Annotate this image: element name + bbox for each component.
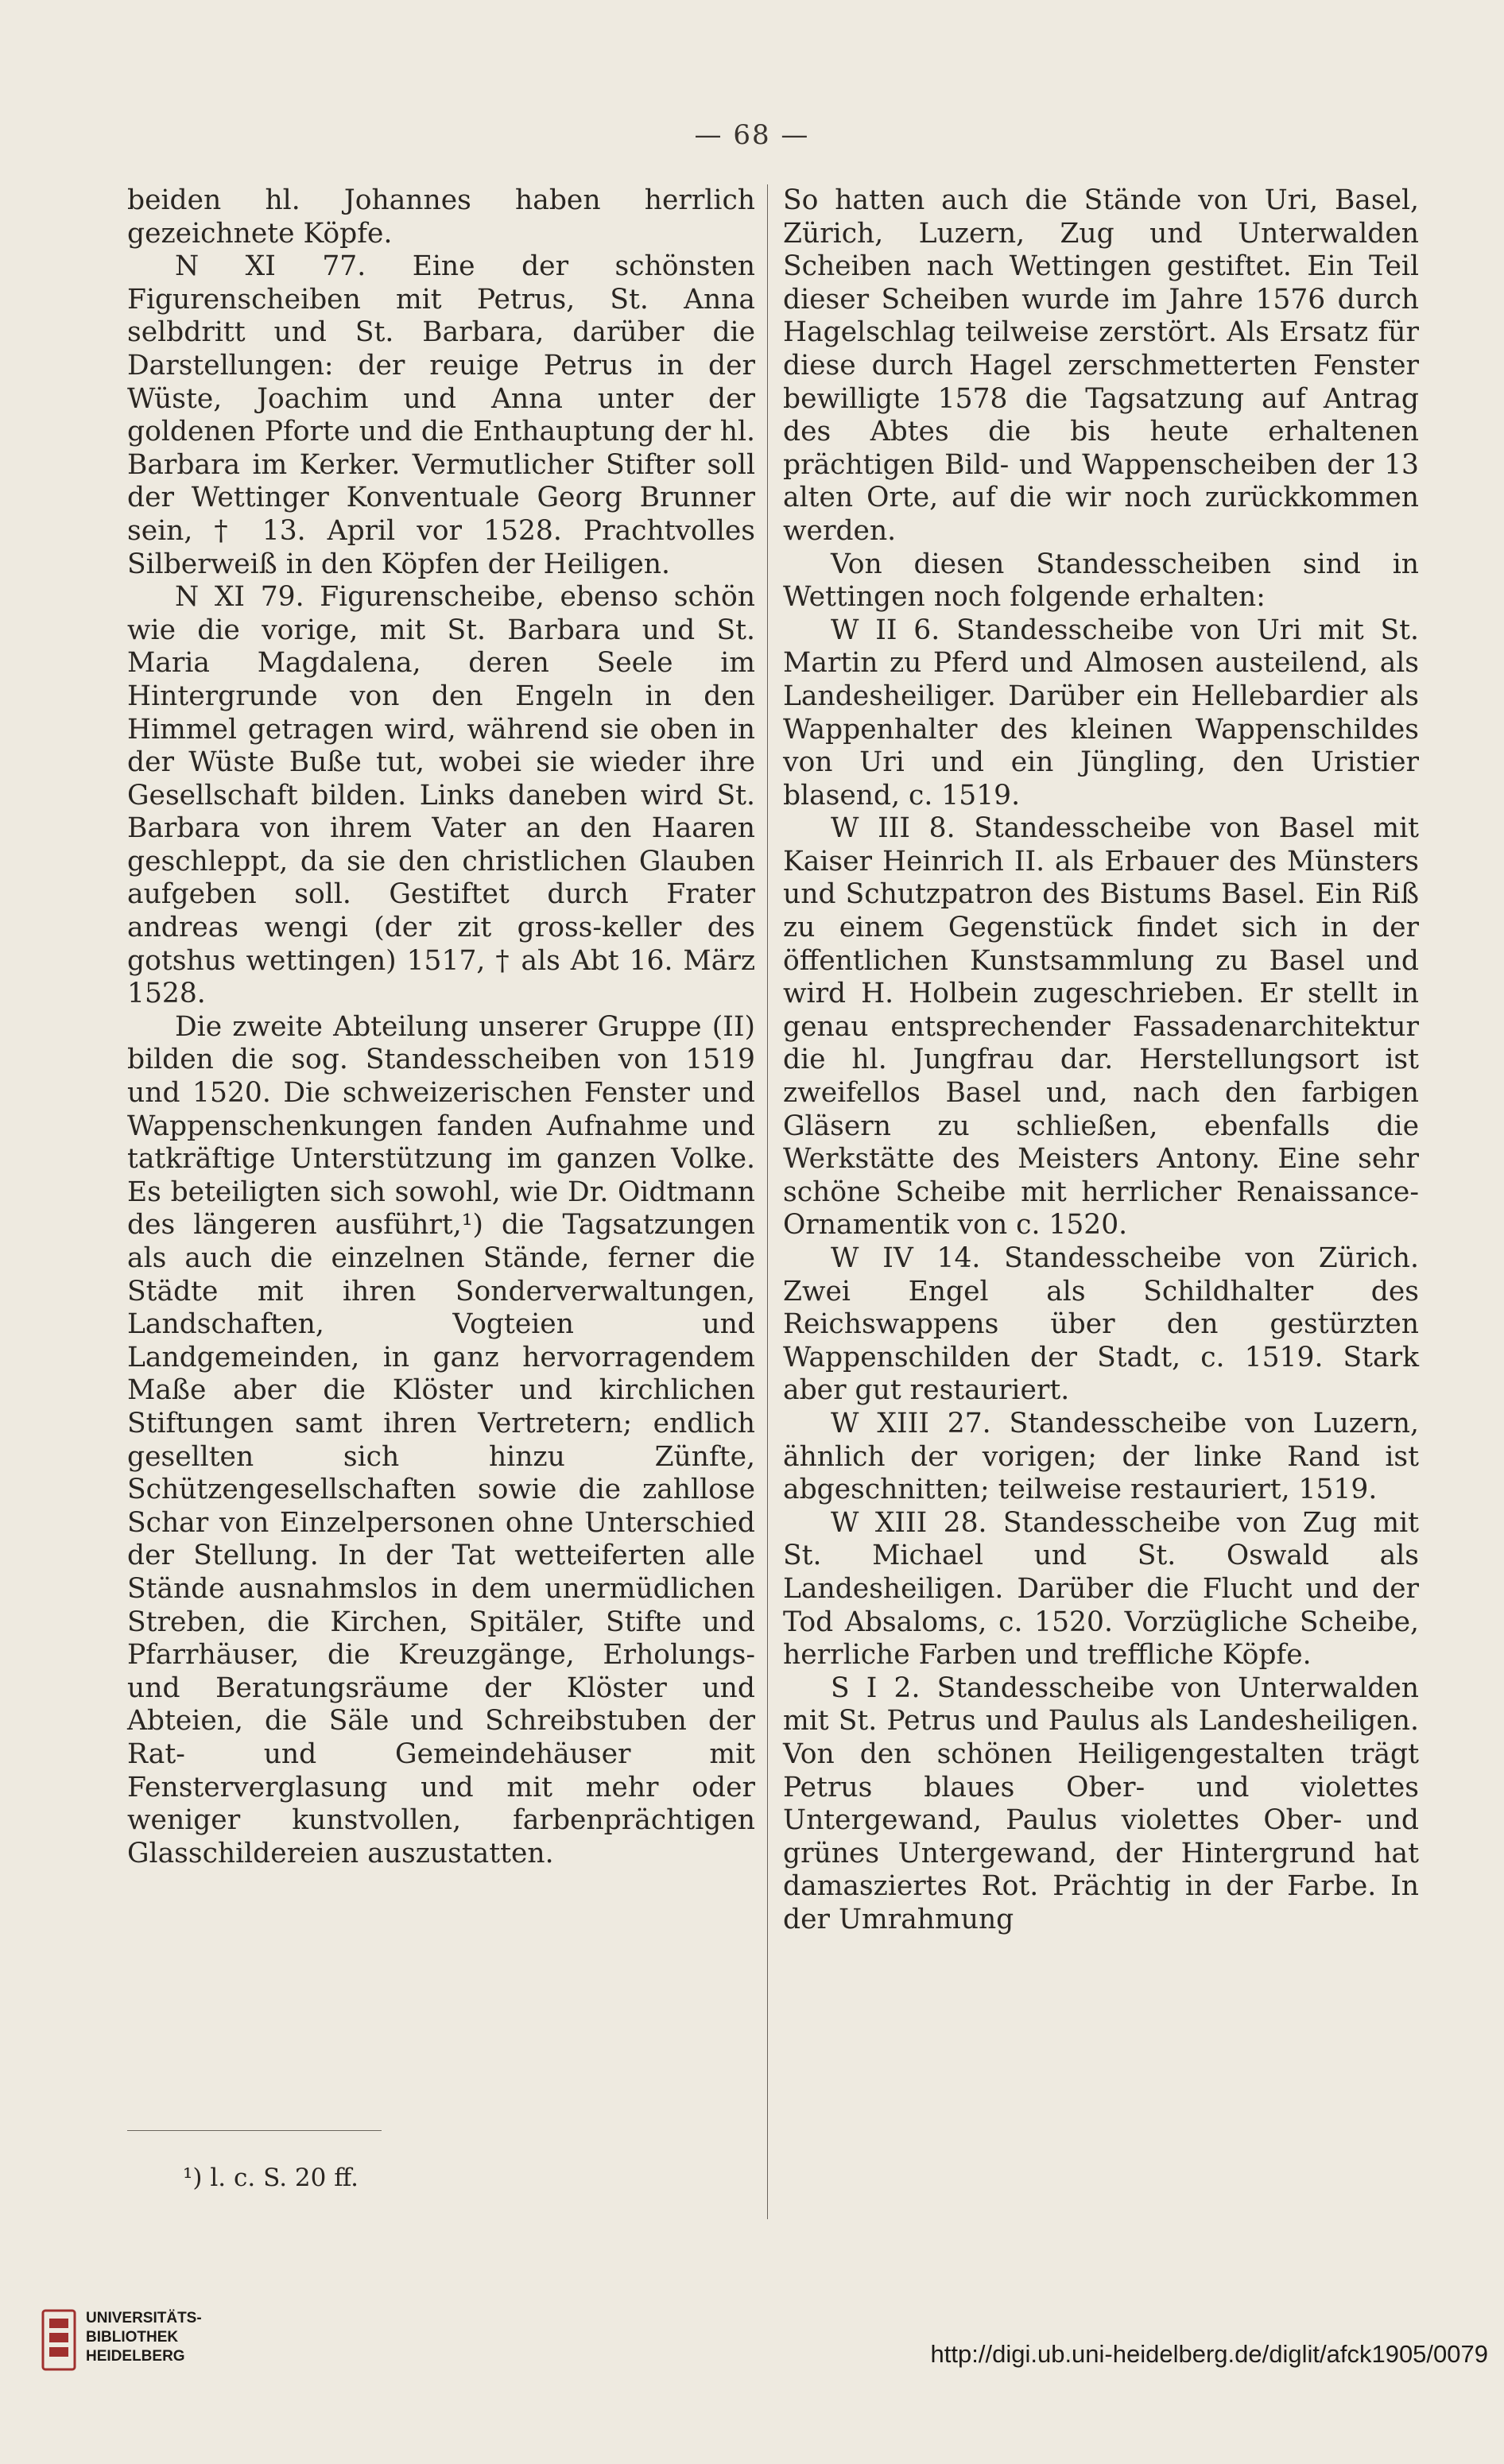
paragraph: Die zweite Abteilung unserer Gruppe (II) bilden die sog. Standesscheiben von 1519 und 1520. Die schweizerischen Fenster und Wappenschenkungen fanden Aufnahme und tatkräftige Unterstützung im ganzen Volke. Es beteiligten sich sowohl, wie Dr. Oidtmann des längeren ausführt,¹) die Tagsatzungen als auch die einzelnen Stände, ferner die Städte mit ihren Sonderverwaltungen, Landschaften, Vogteien und Landgemeinden, in ganz hervorragendem Maße aber die Klöster und kirchlichen Stiftungen samt ihren Vertretern; endlich gesellten sich hinzu Zünfte, Schützengesellschaften sowie die zahllose Schar von Einzelpersonen ohne Unterschied der Stellung. In der Tat wetteiferten alle Stände ausnahmslos in dem unermüdlichen Streben, die Kirchen, Spitäler, Stifte und Pfarrhäuser, die Kreuzgänge, Erholungs- und Beratungsräume der Klöster und Abteien, die Säle und Schreibstuben der Rat- und Gemeindehäuser mit Fensterverglasung und mit mehr oder weniger kunstvollen, farbenprächtigen Glasschildereien auszustatten. <box>127 1010 755 1869</box>
paragraph: So hatten auch die Stände von Uri, Basel, Zürich, Luzern, Zug und Unterwalden Scheiben nach Wettingen gestiftet. Ein Teil dieser Scheiben wurde im Jahre 1576 durch Hagelschlag teilweise zerstört. Als Ersatz für diese durch Hagel zerschmetterten Fenster bewilligte 1578 die Tagsatzung auf Antrag des Abtes die bis heute erhaltenen prächtigen Bild- und Wappenscheiben der 13 alten Orte, auf die wir noch zurückkommen werden. <box>783 184 1419 547</box>
library-name <box>86 2309 202 2366</box>
paragraph: N XI 77. Eine der schönsten Figurenscheiben mit Petrus, St. Anna selbdritt und St. Barbara, darüber die Darstellungen: der reuige Petrus in der Wüste, Joachim und Anna unter der goldenen Pforte und die Enthauptung der hl. Barbara im Kerker. Vermutlicher Stifter soll der Wettinger Konventuale Georg Brunner sein, † 13. April vor 1528. Prachtvolles Silberweiß in den Köpfen der Heiligen. <box>127 250 755 580</box>
page-number: — 68 — <box>694 119 810 151</box>
column-divider <box>767 184 768 2219</box>
library-name-line: UNIVERSITÄTS- <box>86 2310 202 2326</box>
paragraph: W XIII 27. Standesscheibe von Luzern, ähnlich der vorigen; der linke Rand ist abgeschnitten; teilweise restauriert, 1519. <box>783 1407 1419 1506</box>
paragraph: Von diesen Standesscheiben sind in Wettingen noch folgende erhalten: <box>783 548 1419 614</box>
source-url-link[interactable]: http://digi.ub.uni-heidelberg.de/diglit/afck1905/0079 <box>930 2340 1488 2368</box>
paragraph: W III 8. Standesscheibe von Basel mit Kaiser Heinrich II. als Erbauer des Münsters und Schutzpatron des Bistums Basel. Ein Riß zu einem Gegenstück findet sich in der öffentlichen Kunstsammlung zu Basel und wird H. Holbein zugeschrieben. Er stellt in genau entsprechender Fassadenarchitektur die hl. Jungfrau dar. Herstellungsort ist zweifellos Basel und, nach den farbigen Gläsern zu schließen, ebenfalls die Werkstätte des Meisters Antony. Eine sehr schöne Scheibe mit herrlicher Renaissance-Ornamentik von c. 1520. <box>783 812 1419 1242</box>
footnote-rule <box>127 2130 382 2131</box>
paragraph: N XI 79. Figurenscheibe, ebenso schön wie die vorige, mit St. Barbara und St. Maria Magdalena, deren Seele im Hintergrunde von den Engeln in den Himmel getragen wird, während sie oben in der Wüste Buße tut, wobei sie wieder ihre Gesellschaft bilden. Links daneben wird St. Barbara von ihrem Vater an den Haaren geschleppt, da sie den christlichen Glauben aufgeben soll. Gestiftet durch Frater andreas wengi (der zit gross-keller des gotshus wettingen) 1517, † als Abt 16. März 1528. <box>127 581 755 1010</box>
library-seal-icon <box>40 2309 79 2373</box>
paragraph: W II 6. Standesscheibe von Uri mit St. Martin zu Pferd und Almosen austeilend, als Landesheiliger. Darüber ein Hellebardier als Wappenhalter des kleinen Wappenschildes von Uri und ein Jüngling, den Uristier blasend, c. 1519. <box>783 614 1419 812</box>
library-name-line: BIBLIOTHEK <box>86 2329 179 2346</box>
paragraph: S I 2. Standesscheibe von Unterwalden mit St. Petrus und Paulus als Landesheiligen. Von den schönen Heiligengestalten trägt Petrus blaues Ober- und violettes Untergewand, Paulus violettes Ober- und grünes Untergewand, der Hintergrund hat damasziertes Rot. Prächtig in der Farbe. In der Umrahmung <box>783 1672 1419 1935</box>
footnote: ¹) l. c. S. 20 ff. <box>183 2164 359 2192</box>
paragraph: beiden hl. Johannes haben herrlich gezeichnete Köpfe. <box>127 184 755 250</box>
library-name-line: HEIDELBERG <box>86 2348 185 2365</box>
paragraph: W XIII 28. Standesscheibe von Zug mit St. Michael und St. Oswald als Landesheiligen. Darüber die Flucht und der Tod Absaloms, c. 1520. Vorzügliche Scheibe, herrliche Farben und treffliche Köpfe. <box>783 1506 1419 1672</box>
right-column <box>783 184 1419 1936</box>
left-column <box>127 184 755 1870</box>
paragraph: W IV 14. Standesscheibe von Zürich. Zwei Engel als Schildhalter des Reichswappens über den gestürzten Wappenschilden der Stadt, c. 1519. Stark aber gut restauriert. <box>783 1242 1419 1407</box>
library-logo[interactable] <box>40 2309 231 2412</box>
